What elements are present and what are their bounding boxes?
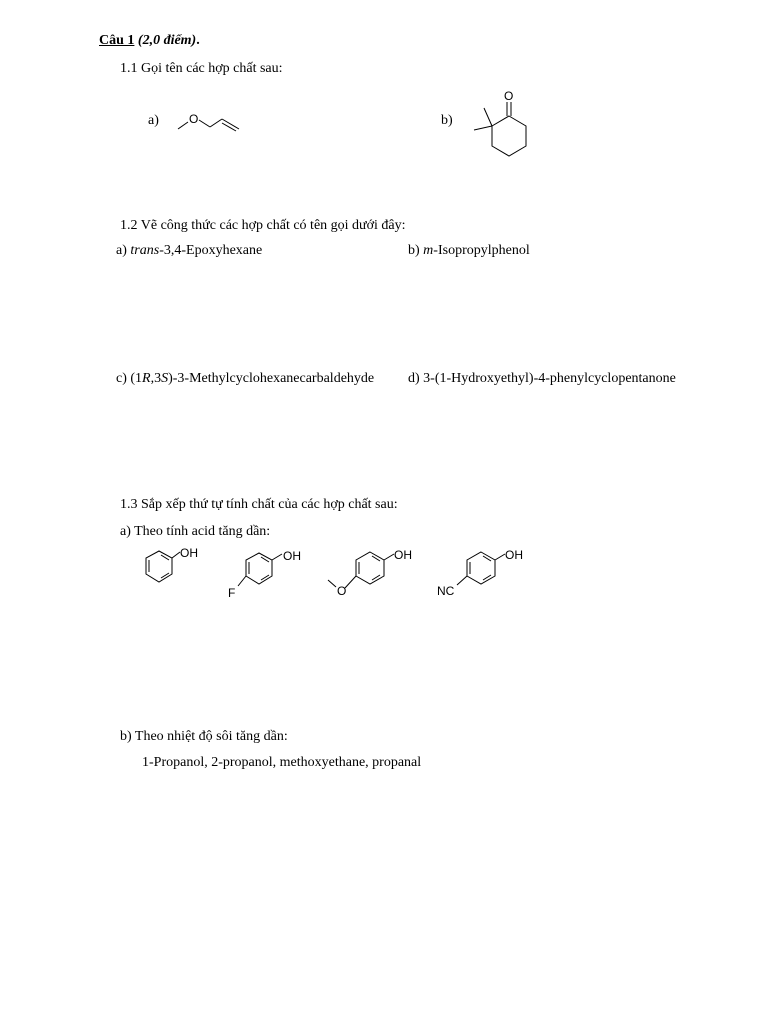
allyl-methyl-ether-structure (172, 105, 252, 145)
phenol-structure (140, 544, 210, 594)
part-1-1-b-label: b) (441, 113, 453, 128)
part-1-2-heading: 1.2 Vẽ công thức các hợp chất có tên gọi dưới đây: (120, 218, 406, 233)
nitrile-label: NC (437, 584, 455, 598)
part-1-3-b-label: b) Theo nhiệt độ sôi tăng dần: (120, 729, 288, 744)
part-1-1-a-label: a) (148, 113, 159, 128)
carbonyl-oxygen-label: O (504, 89, 514, 103)
oh-label: OH (394, 548, 412, 562)
question-points: (2,0 điểm) (137, 33, 197, 48)
fluorine-label: F (228, 586, 236, 600)
methoxyphenol-structure (322, 544, 422, 604)
methoxy-oxygen-label: O (337, 584, 347, 598)
question-title: Câu 1 (2,0 điểm). (99, 33, 200, 48)
part-1-2-d: d) 3-(1-Hydroxyethyl)-4-phenylcyclopentanone (408, 371, 676, 386)
oh-label: OH (505, 548, 523, 562)
oh-label: OH (180, 546, 198, 560)
part-1-2-a: a) trans-3,4-Epoxyhexane (116, 243, 263, 258)
fluorophenol-structure (226, 546, 306, 606)
part-1-3-heading: 1.3 Sắp xếp thứ tự tính chất của các hợp chất sau: (120, 497, 398, 512)
part-1-2-b: b) m-Isopropylphenol (408, 243, 530, 258)
part-1-2-c: c) (1R,3S)-3-Methylcyclohexanecarbaldehyde (116, 371, 375, 386)
part-1-3-b-list: 1-Propanol, 2-propanol, methoxyethane, propanal (142, 755, 422, 770)
part-1-1-heading: 1.1 Gọi tên các hợp chất sau: (120, 61, 283, 76)
oh-label: OH (283, 549, 301, 563)
dimethylcyclohexanone-structure (460, 86, 550, 166)
oxygen-atom-label: O (189, 112, 199, 126)
question-number: Câu 1 (99, 33, 135, 48)
cyanophenol-structure (435, 544, 535, 604)
part-1-3-a-label: a) Theo tính acid tăng dần: (120, 524, 271, 539)
